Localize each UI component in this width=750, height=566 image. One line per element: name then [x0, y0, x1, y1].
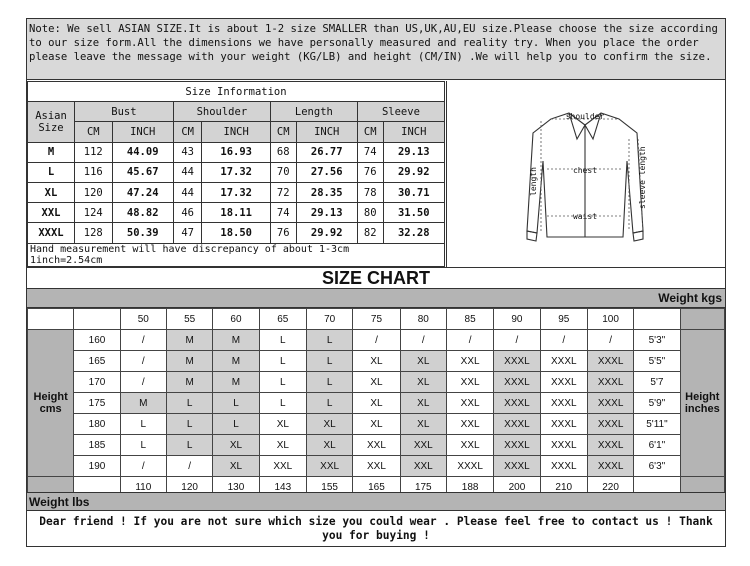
size-cell: XXXL [540, 414, 587, 435]
size-cell: XXXL [587, 351, 633, 372]
unit-cm: CM [173, 122, 202, 142]
measurement-cell: 29.92 [383, 162, 444, 182]
chest-label: chest [572, 166, 598, 175]
asian-size-cell: L [28, 162, 75, 182]
size-cell: XXXL [540, 351, 587, 372]
size-cell: XXL [446, 372, 493, 393]
size-cell: XXXL [587, 372, 633, 393]
measurement-cell: 18.50 [202, 223, 270, 243]
measurement-cell: 17.32 [202, 162, 270, 182]
measurement-cell: 47.24 [112, 183, 173, 203]
measurement-cell: 27.56 [296, 162, 357, 182]
size-cell: M [213, 330, 259, 351]
weight-kg-cell: 85 [446, 309, 493, 330]
size-cell: L [166, 435, 212, 456]
size-cell: / [120, 330, 166, 351]
size-cell: M [166, 372, 212, 393]
weight-lbs-cell: 120 [166, 477, 212, 498]
waist-label: waist [572, 212, 598, 221]
size-chart-row [28, 330, 725, 351]
measurement-cell: 78 [357, 183, 383, 203]
size-cell: XXXL [494, 351, 540, 372]
weight-kg-cell: 70 [306, 309, 352, 330]
size-info-row [28, 142, 445, 162]
size-chart-row [28, 393, 725, 414]
height-cms-label: Height cms [28, 330, 74, 477]
height-inch-cell: 6'3" [634, 456, 680, 477]
size-cell: XL [400, 372, 446, 393]
size-cell: / [540, 330, 587, 351]
size-cell: XXXL [494, 393, 540, 414]
measurement-cell: 120 [75, 183, 113, 203]
weight-kg-cell: 100 [587, 309, 633, 330]
size-cell: / [166, 456, 212, 477]
size-cell: XXL [446, 435, 493, 456]
size-cell: XXL [259, 456, 306, 477]
height-cm-cell: 185 [74, 435, 120, 456]
size-cell: XL [213, 456, 259, 477]
height-cm-cell: 160 [74, 330, 120, 351]
size-chart-row [28, 435, 725, 456]
measurement-cell: 44 [173, 162, 202, 182]
height-inch-cell: 5'9" [634, 393, 680, 414]
size-cell: L [306, 372, 352, 393]
measurement-cell: 72 [270, 183, 296, 203]
shirt-diagram [446, 81, 725, 267]
weight-kgs-header: Weight kgs [27, 289, 725, 308]
weight-kg-cell: 50 [120, 309, 166, 330]
weight-kg-cell: 60 [213, 309, 259, 330]
inch-conversion-note: 1inch=2.54cm [30, 254, 103, 266]
unit-cm: CM [357, 122, 383, 142]
measurement-cell: 26.77 [296, 142, 357, 162]
size-cell: XXXL [494, 414, 540, 435]
measurement-cell: 124 [75, 203, 113, 223]
size-cell: XXL [306, 456, 352, 477]
size-cell: M [166, 330, 212, 351]
height-inches-label: Height inches [680, 330, 724, 477]
weight-lbs-cell: 200 [494, 477, 540, 498]
measurement-cell: 74 [270, 203, 296, 223]
measurement-cell: 18.11 [202, 203, 270, 223]
measurement-cell: 16.93 [202, 142, 270, 162]
measurement-cell: 116 [75, 162, 113, 182]
size-cell: / [120, 456, 166, 477]
size-cell: / [120, 372, 166, 393]
size-cell: / [353, 330, 400, 351]
size-cell: XXXL [587, 393, 633, 414]
size-note: Note: We sell ASIAN SIZE.It is about 1-2 size SMALLER than US,UK,AU,EU size.Please choose the size according to our size form.All the dimensions we have personally measured and reality try. When you place the order please leave the message with your weight (KG/LB) and height (CM/IN) .We will help you to confirm the size. [27, 19, 725, 80]
corner-cell [74, 309, 120, 330]
size-cell: L [306, 351, 352, 372]
size-cell: XL [353, 351, 400, 372]
measurement-cell: 17.32 [202, 183, 270, 203]
weight-lbs-cell: 155 [306, 477, 352, 498]
size-info-row [28, 162, 445, 182]
weight-lbs-cell: 188 [446, 477, 493, 498]
size-cell: L [259, 330, 306, 351]
size-cell: XXL [446, 414, 493, 435]
corner-cell [634, 309, 680, 330]
size-cell: / [494, 330, 540, 351]
measurement-cell: 29.13 [383, 142, 444, 162]
measurement-cell: 76 [357, 162, 383, 182]
size-chart-row [28, 372, 725, 393]
size-chart-title: SIZE CHART [27, 267, 725, 289]
measurement-cell: 112 [75, 142, 113, 162]
size-cell: XL [353, 414, 400, 435]
measurement-cell: 30.71 [383, 183, 444, 203]
measurement-cell: 31.50 [383, 203, 444, 223]
weight-lbs-cell: 210 [540, 477, 587, 498]
measurement-cell: 45.67 [112, 162, 173, 182]
measurement-cell: 128 [75, 223, 113, 243]
size-cell: L [213, 393, 259, 414]
size-cell: L [213, 414, 259, 435]
asian-size-header: Asian Size [28, 102, 75, 142]
sleeve-header: Sleeve [357, 102, 444, 122]
asian-size-cell: XXXL [28, 223, 75, 243]
measurement-footnote: Hand measurement will have discrepancy of about 1-3cm [30, 243, 350, 255]
size-cell: XL [306, 435, 352, 456]
unit-cm: CM [75, 122, 113, 142]
measurement-cell: 43 [173, 142, 202, 162]
size-cell: XXL [400, 456, 446, 477]
contact-message: Dear friend ! If you are not sure which size you could wear . Please feel free to contact us ! Thank you for buying ! [39, 515, 713, 542]
size-cell: XL [400, 351, 446, 372]
size-cell: XXXL [587, 414, 633, 435]
size-cell: / [446, 330, 493, 351]
weight-kg-cell: 95 [540, 309, 587, 330]
unit-inch: INCH [383, 122, 444, 142]
height-cm-cell: 180 [74, 414, 120, 435]
weight-lbs-header: Weight lbs [27, 492, 725, 511]
measurement-cell: 29.92 [296, 223, 357, 243]
measurement-cell: 82 [357, 223, 383, 243]
height-inch-cell: 5'11" [634, 414, 680, 435]
size-cell: XL [259, 435, 306, 456]
weight-lbs-cell: 175 [400, 477, 446, 498]
height-inch-cell: 5'5" [634, 351, 680, 372]
measurement-cell: 68 [270, 142, 296, 162]
measurement-cell: 28.35 [296, 183, 357, 203]
corner-cell [680, 309, 724, 330]
size-information-table [27, 81, 445, 267]
size-cell: L [166, 393, 212, 414]
size-info-row [28, 203, 445, 223]
measurement-cell: 70 [270, 162, 296, 182]
bust-header: Bust [75, 102, 174, 122]
shoulder-label: shoulder [565, 112, 605, 121]
size-cell: / [120, 351, 166, 372]
size-cell: XXXL [540, 372, 587, 393]
size-cell: XXXL [494, 435, 540, 456]
height-inch-cell: 6'1" [634, 435, 680, 456]
size-cell: XXXL [540, 393, 587, 414]
size-cell: XXXL [540, 456, 587, 477]
measurement-cell: 29.13 [296, 203, 357, 223]
asian-size-cell: XL [28, 183, 75, 203]
measurement-cell: 50.39 [112, 223, 173, 243]
size-cell: M [120, 393, 166, 414]
height-cm-cell: 170 [74, 372, 120, 393]
size-cell: L [306, 393, 352, 414]
size-info-row [28, 183, 445, 203]
unit-inch: INCH [296, 122, 357, 142]
size-cell: XL [213, 435, 259, 456]
height-inch-cell: 5'7 [634, 372, 680, 393]
size-cell: L [259, 372, 306, 393]
asian-size-cell: M [28, 142, 75, 162]
measurement-cell: 76 [270, 223, 296, 243]
height-cm-cell: 165 [74, 351, 120, 372]
measurement-cell: 44.09 [112, 142, 173, 162]
size-cell: XL [400, 414, 446, 435]
size-cell: XXL [400, 435, 446, 456]
size-cell: XXL [446, 393, 493, 414]
weight-kg-cell: 75 [353, 309, 400, 330]
height-cm-cell: 190 [74, 456, 120, 477]
height-weight-size-chart [27, 308, 725, 498]
size-cell: L [306, 330, 352, 351]
measurement-cell: 74 [357, 142, 383, 162]
size-cell: XXXL [540, 435, 587, 456]
size-info-footnote [28, 243, 445, 266]
weight-lbs-cell: 110 [120, 477, 166, 498]
size-cell: M [213, 372, 259, 393]
weight-kg-cell: 55 [166, 309, 212, 330]
size-cell: XXXL [446, 456, 493, 477]
measurement-cell: 47 [173, 223, 202, 243]
unit-inch: INCH [112, 122, 173, 142]
height-cm-cell: 175 [74, 393, 120, 414]
weight-lbs-cell: 165 [353, 477, 400, 498]
weight-kg-cell: 80 [400, 309, 446, 330]
measurement-cell: 32.28 [383, 223, 444, 243]
size-cell: L [166, 414, 212, 435]
weight-lbs-cell: 220 [587, 477, 633, 498]
size-cell: M [166, 351, 212, 372]
size-cell: M [213, 351, 259, 372]
measurement-cell: 48.82 [112, 203, 173, 223]
asian-size-cell: XXL [28, 203, 75, 223]
size-cell: / [400, 330, 446, 351]
size-info-title: Size Information [28, 82, 445, 102]
unit-inch: INCH [202, 122, 270, 142]
size-cell: XL [259, 414, 306, 435]
shoulder-header: Shoulder [173, 102, 270, 122]
size-cell: XXL [353, 456, 400, 477]
size-chart-row [28, 414, 725, 435]
corner-cell [28, 309, 74, 330]
size-cell: XXXL [494, 372, 540, 393]
size-cell: XL [306, 414, 352, 435]
length-header: Length [270, 102, 357, 122]
size-cell: L [120, 435, 166, 456]
weight-kg-row [28, 309, 725, 330]
unit-cm: CM [270, 122, 296, 142]
weight-kg-cell: 90 [494, 309, 540, 330]
size-cell: / [587, 330, 633, 351]
size-cell: L [259, 351, 306, 372]
size-cell: XXL [446, 351, 493, 372]
size-cell: XL [353, 393, 400, 414]
shirt-icon [447, 81, 725, 266]
weight-lbs-cell: 130 [213, 477, 259, 498]
size-chart-row [28, 456, 725, 477]
weight-kg-cell: 65 [259, 309, 306, 330]
size-chart-row [28, 351, 725, 372]
height-inch-cell: 5'3" [634, 330, 680, 351]
measurement-cell: 46 [173, 203, 202, 223]
size-cell: XL [400, 393, 446, 414]
size-cell: L [120, 414, 166, 435]
size-cell: XL [353, 372, 400, 393]
size-cell: XXL [353, 435, 400, 456]
measurement-cell: 80 [357, 203, 383, 223]
size-cell: XXXL [587, 456, 633, 477]
measurement-cell: 44 [173, 183, 202, 203]
sleeve-length-label: sleeve length [638, 146, 647, 209]
size-cell: XXXL [587, 435, 633, 456]
size-cell: L [259, 393, 306, 414]
size-cell: XXXL [494, 456, 540, 477]
length-label: length [529, 167, 538, 196]
weight-lbs-cell: 143 [259, 477, 306, 498]
size-info-row [28, 223, 445, 243]
